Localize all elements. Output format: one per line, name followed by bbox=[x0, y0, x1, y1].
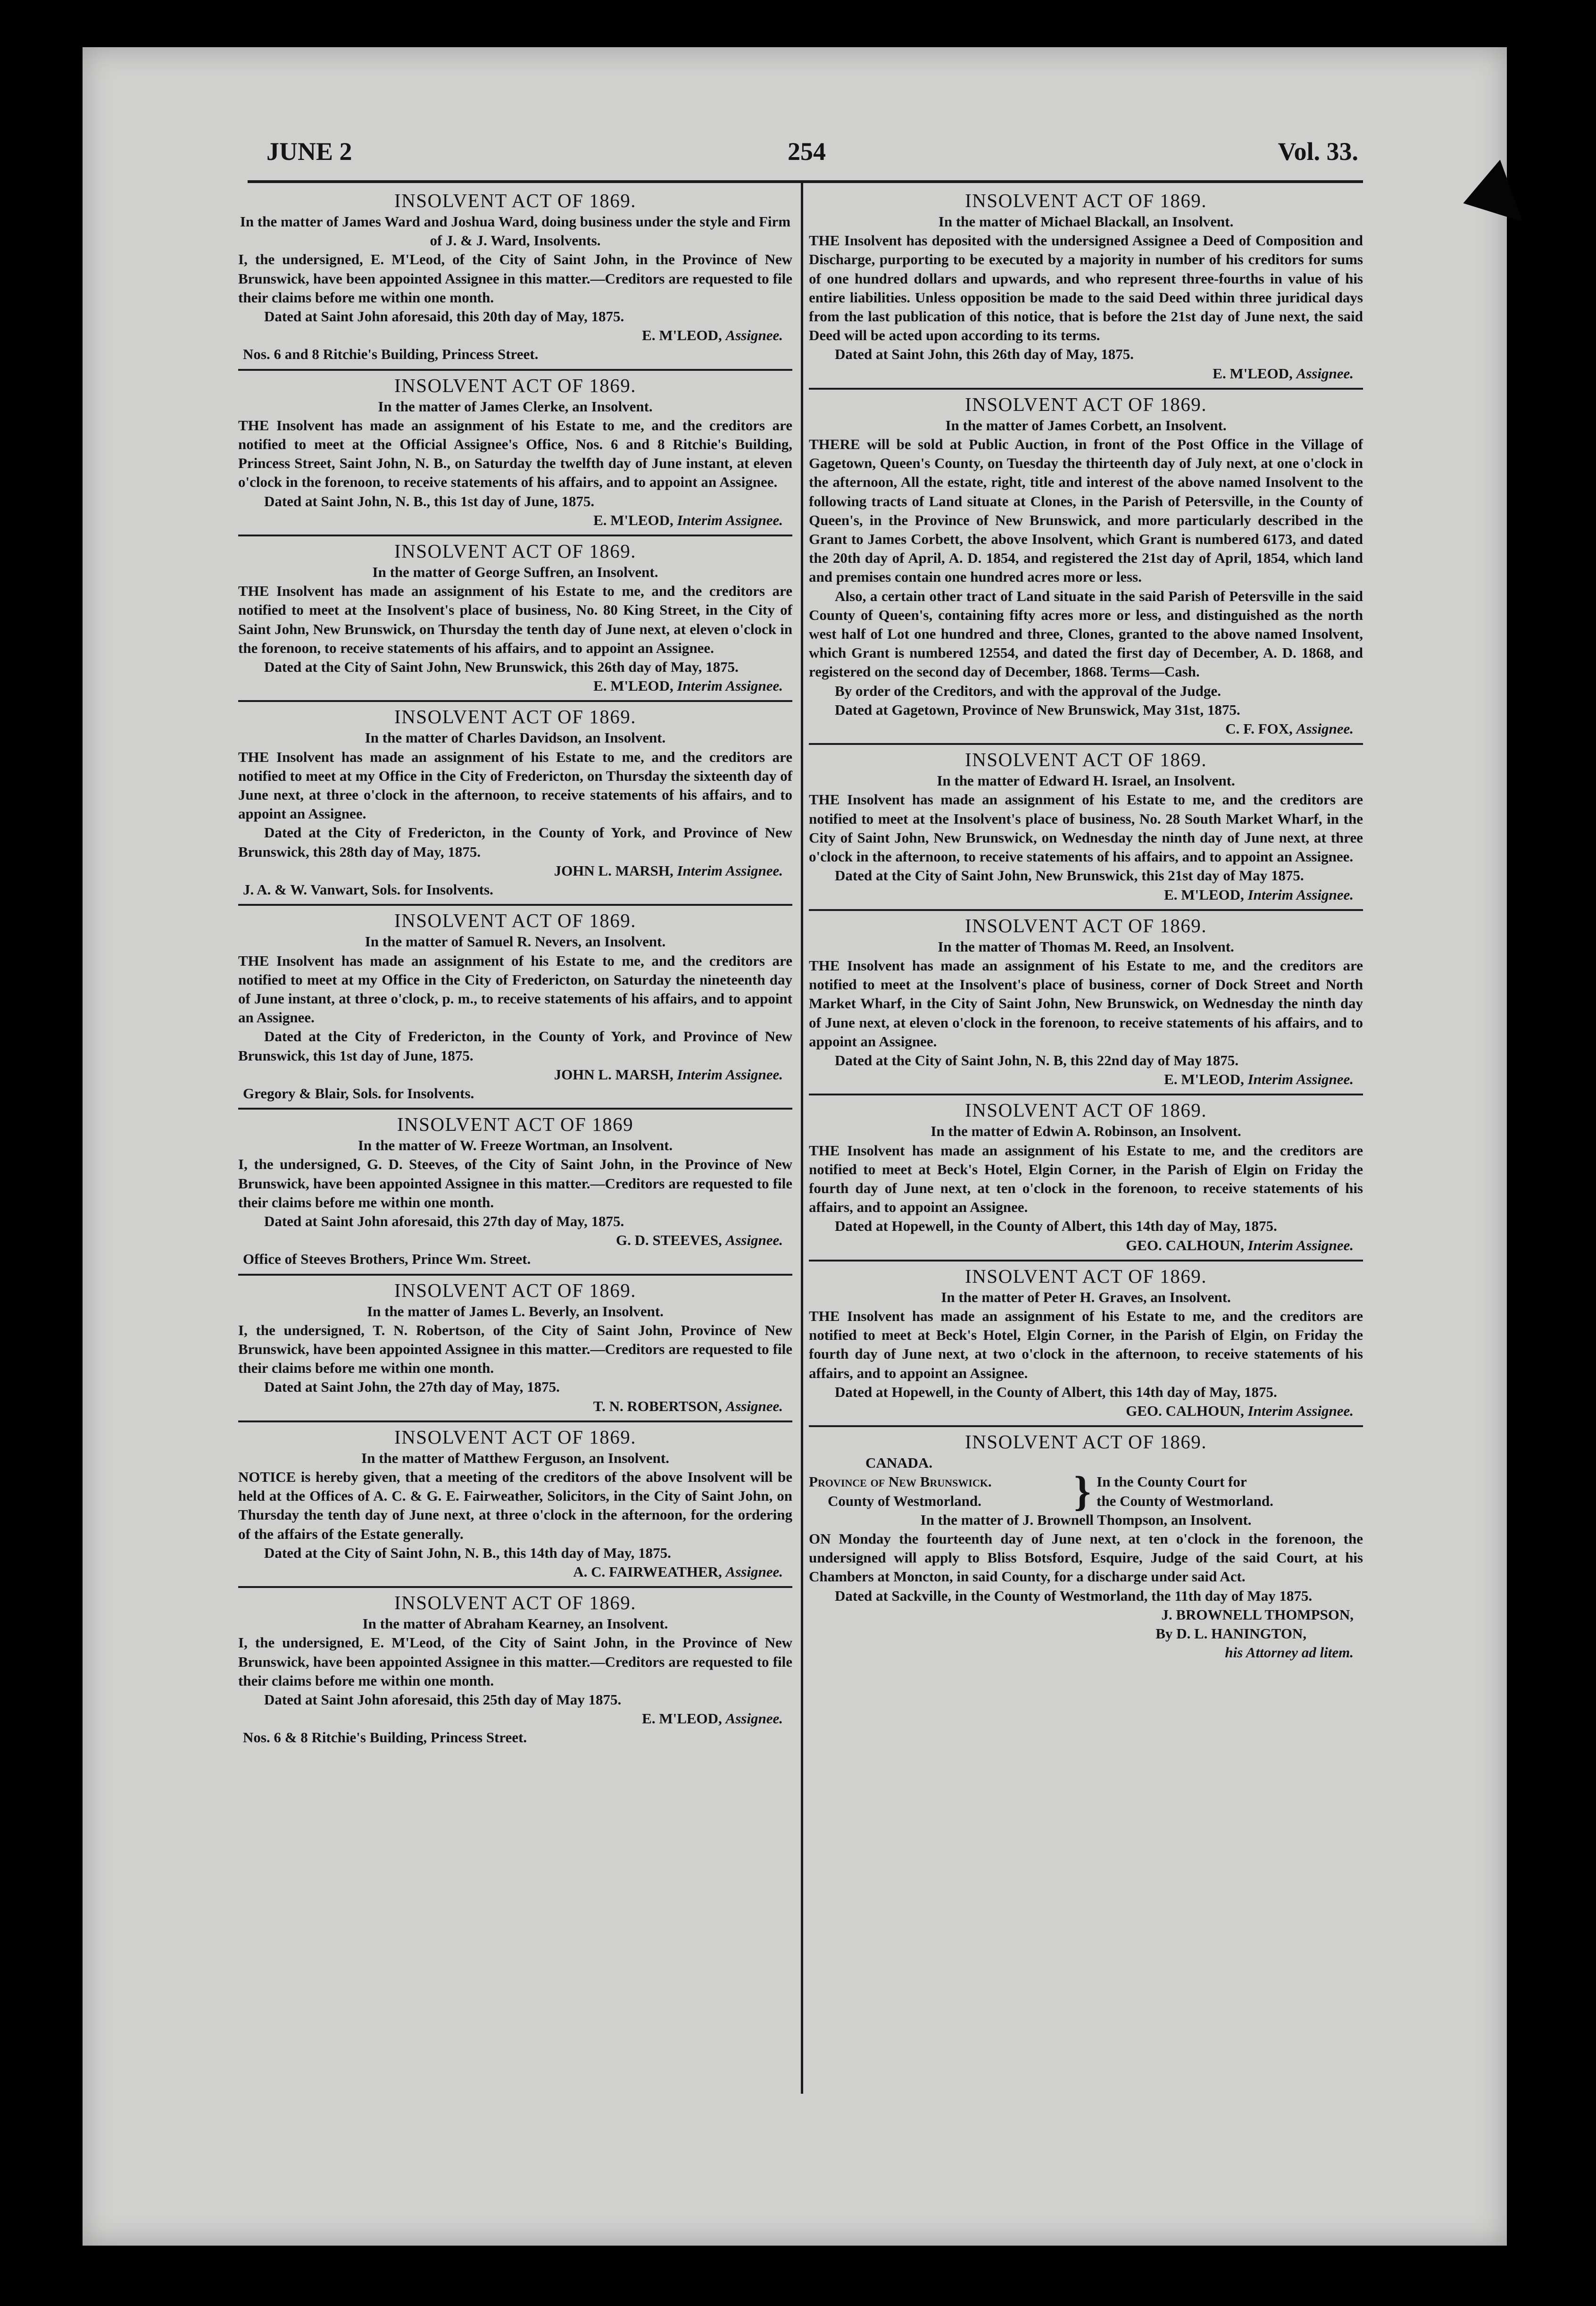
notice-dated: Dated at the City of Fredericton, in the County of York, and Province of New Brunswick, this 28th day of May, 1875. bbox=[238, 824, 792, 860]
notice-rule bbox=[238, 369, 792, 371]
notice-body: I, the undersigned, E. M'Leod, of the City of Saint John, in the Province of New Brunswick, have been appointed Assignee in this matter.—Creditors are requested to file their claims before me within one month. bbox=[238, 1634, 792, 1689]
notice-title: INSOLVENT ACT OF 1869. bbox=[394, 910, 636, 932]
notice-title: INSOLVENT ACT OF 1869. bbox=[394, 540, 636, 562]
notice-matter: In the matter of Peter H. Graves, an Insolvent. bbox=[941, 1288, 1231, 1305]
notice-dated: Dated at Sackville, in the County of Westmorland, the 11th day of May 1875. bbox=[835, 1587, 1313, 1604]
brace-glyph: } bbox=[1074, 1468, 1091, 1515]
notice-dated: Dated at the City of Saint John, N. B, this 22nd day of May 1875. bbox=[835, 1052, 1239, 1069]
notice-body: THE Insolvent has made an assignment of his Estate to me, and the creditors are notified to meet at my Office in the City of Fredericton, on Thursday the sixteenth day of June next, at three o'clock in the afternoon, to receive statements of his affairs, and to appoint an Assignee. bbox=[238, 748, 792, 822]
notice-reed bbox=[809, 914, 1363, 1096]
notice-signature: JOHN L. MARSH, Interim Assignee. bbox=[554, 1066, 783, 1083]
notice-matter: In the matter of Charles Davidson, an Insolvent. bbox=[365, 729, 666, 746]
signature-line-1: J. BROWNELL THOMPSON, bbox=[1161, 1606, 1354, 1623]
notice-dated: Dated at Saint John aforesaid, this 25th day of May 1875. bbox=[264, 1691, 622, 1708]
notice-body: THERE will be sold at Public Auction, in front of the Post Office in the Village of Gagetown, Queen's County, on Tuesday the thirteenth day of July next, at one o'clock in the afternoon, All the estate, right, title and interest of the above named Insolvent to the following tracts of Land situate at Clones, in the Parish of Petersville, in the County of Queen's, in the Province of New Brunswick, and more particularly described in the Grant to James Corbett, the above Insolvent, which Grant is numbered 6173, and dated the 20th day of April, A. D. 1854, and registered the 21st day of April, 1854, which land and premises contain one hundred acres more or less. bbox=[809, 436, 1363, 585]
notice-body: THE Insolvent has made an assignment of his Estate to me, and the creditors are notified to meet at the Official Assignee's Office, Nos. 6 and 8 Ritchie's Building, Princess Street, Saint John, N. B., on Saturday the twelfth day of June instant, at eleven o'clock in the forenoon, to receive statements of his affairs, and to appoint an Assignee. bbox=[238, 417, 792, 491]
notice-rule bbox=[238, 700, 792, 702]
notice-signature: T. N. ROBERTSON, Assignee. bbox=[593, 1397, 783, 1414]
notice-dated: Dated at the City of Saint John, New Brunswick, this 26th day of May, 1875. bbox=[264, 659, 739, 676]
notice-title: INSOLVENT ACT OF 1869. bbox=[965, 1431, 1207, 1453]
notice-dated: Dated at Saint John, this 26th day of May, 1875. bbox=[835, 346, 1134, 363]
notice-rule bbox=[809, 1094, 1363, 1095]
notice-signature: E. M'LEOD, Interim Assignee. bbox=[593, 511, 783, 528]
notice-nevers bbox=[238, 909, 792, 1110]
court-line-2: the County of Westmorland. bbox=[1097, 1492, 1273, 1509]
notice-matter: In the matter of Matthew Ferguson, an Insolvent. bbox=[361, 1449, 669, 1466]
notice-matter: In the matter of James Clerke, an Insolvent. bbox=[378, 398, 653, 415]
court-name bbox=[1092, 1472, 1363, 1510]
notice-suffren bbox=[238, 539, 792, 702]
notice-rule bbox=[238, 1586, 792, 1588]
notice-title: INSOLVENT ACT OF 1869. bbox=[394, 1592, 636, 1614]
notice-dated: Dated at Hopewell, in the County of Albert, this 14th day of May, 1875. bbox=[835, 1218, 1277, 1235]
notice-signature: GEO. CALHOUN, Interim Assignee. bbox=[1126, 1402, 1354, 1419]
notice-matter: In the matter of James Ward and Joshua Ward, doing business under the style and Firm of J. & J. Ward, Insolvents. bbox=[240, 213, 791, 249]
page-header bbox=[262, 132, 1363, 170]
notice-matter: In the matter of W. Freeze Wortman, an Insolvent. bbox=[357, 1137, 673, 1154]
notice-ferguson bbox=[238, 1425, 792, 1588]
notice-dated: Dated at Saint John, N. B., this 1st day of June, 1875. bbox=[264, 493, 595, 510]
header-date: JUNE 2 bbox=[266, 137, 352, 166]
notice-matter: In the matter of Edwin A. Robinson, an Insolvent. bbox=[931, 1123, 1241, 1140]
notice-signature: E. M'LEOD, Assignee. bbox=[642, 1710, 783, 1727]
notice-wortman bbox=[238, 1112, 792, 1275]
notice-solicitors: J. A. & W. Vanwart, Sols. for Insolvents. bbox=[243, 881, 493, 898]
notice-signature: E. M'LEOD, Interim Assignee. bbox=[1164, 1071, 1354, 1088]
notice-rule bbox=[238, 1108, 792, 1110]
notice-dated: Dated at Saint John, the 27th day of May, 1875. bbox=[264, 1379, 560, 1395]
notice-body-2: Also, a certain other tract of Land situate in the said Parish of Petersville in the said County of Queen's, containing fifty acres more or less, and distinguished as the north west half of Lot one hundred and three, Clones, granted to the above named Insolvent, which Grant is numbered 12554, and dated the first day of December, A. D. 1868, and registered on the second day of December, 1868. Terms—Cash. bbox=[809, 587, 1363, 680]
page-number: 254 bbox=[788, 137, 826, 166]
notice-clerke bbox=[238, 374, 792, 536]
notice-solicitors: Gregory & Blair, Sols. for Insolvents. bbox=[243, 1085, 474, 1102]
notice-rule bbox=[238, 904, 792, 906]
notice-body: THE Insolvent has made an assignment of his Estate to me, and the creditors are notified to meet at my Office in the City of Fredericton, on Saturday the nineteenth day of June instant, at three o'clock, p. m., to receive statements of his affairs, and to appoint an Assignee. bbox=[238, 952, 792, 1026]
notice-matter: In the matter of Abraham Kearney, an Insolvent. bbox=[362, 1615, 668, 1632]
notice-body: THE Insolvent has made an assignment of his Estate to me, and the creditors are notified to meet at the Insolvent's place of business, No. 80 King Street, in the City of Saint John, New Brunswick, on Thursday the tenth day of June next, at eleven o'clock in the forenoon, to receive statements of his affairs, and to appoint an Assignee. bbox=[238, 583, 792, 656]
notice-title: INSOLVENT ACT OF 1869 bbox=[397, 1113, 634, 1136]
notice-matter: In the matter of J. Brownell Thompson, an Insolvent. bbox=[920, 1511, 1252, 1528]
notice-body: THE Insolvent has made an assignment of his Estate to me, and the creditors are notified to meet at Beck's Hotel, Elgin Corner, in the Parish of Elgin on Friday the fourth day of June next, at ten o'clock in the forenoon, to receive statements of his affairs, and to appoint an Assignee. bbox=[809, 1142, 1363, 1216]
notice-signature: E. M'LEOD, Assignee. bbox=[642, 327, 783, 344]
notice-blackall bbox=[809, 189, 1363, 390]
notice-title: INSOLVENT ACT OF 1869. bbox=[394, 1426, 636, 1448]
notice-office: Office of Steeves Brothers, Prince Wm. Street. bbox=[243, 1251, 531, 1268]
notice-robinson bbox=[809, 1098, 1363, 1261]
notice-beverly bbox=[238, 1278, 792, 1422]
notice-title: INSOLVENT ACT OF 1869. bbox=[965, 1099, 1207, 1121]
canada-label: CANADA. bbox=[865, 1454, 933, 1471]
notice-corbett bbox=[809, 393, 1363, 745]
notice-matter: In the matter of Thomas M. Reed, an Insolvent. bbox=[938, 938, 1234, 955]
notice-kearney bbox=[238, 1591, 792, 1747]
notice-dated: Dated at the City of Fredericton, in the County of York, and Province of New Brunswick, this 1st day of June, 1875. bbox=[238, 1028, 792, 1064]
notice-body: THE Insolvent has deposited with the undersigned Assignee a Deed of Composition and Discharge, purporting to be executed by a majority in number of his creditors for sums of one hundred dollars and upwards, and who represent three-fourths in value of his entire liabilities. Unless opposition be made to the said Deed within three juridical days from the last publication of this notice, that is before the 21st day of June next, the said Deed will be acted upon according to its terms. bbox=[809, 232, 1363, 344]
notice-matter: In the matter of James Corbett, an Insolvent. bbox=[945, 417, 1227, 434]
notice-title: INSOLVENT ACT OF 1869. bbox=[965, 393, 1207, 415]
notice-matter: In the matter of Edward H. Israel, an Insolvent. bbox=[937, 772, 1235, 789]
notice-dated: Dated at the City of Saint John, New Brunswick, this 21st day of May 1875. bbox=[835, 867, 1304, 884]
notice-dated: Dated at Saint John aforesaid, this 27th day of May, 1875. bbox=[264, 1212, 624, 1229]
notice-title: INSOLVENT ACT OF 1869. bbox=[394, 706, 636, 728]
province-label: Province of New Brunswick. bbox=[809, 1473, 992, 1490]
notice-matter: In the matter of Michael Blackall, an Insolvent. bbox=[938, 213, 1234, 230]
notice-body: NOTICE is hereby given, that a meeting of the creditors of the above Insolvent will be held at the Offices of A. C. & G. E. Fairweather, Solicitors, in the City of Saint John, on Thursday the tenth day of June next, at three o'clock in the afternoon, for the ordering of the affairs of the Estate generally. bbox=[238, 1468, 792, 1542]
signature-line-2: By D. L. HANINGTON, bbox=[1155, 1625, 1306, 1642]
notice-matter: In the matter of Samuel R. Nevers, an Insolvent. bbox=[365, 933, 666, 950]
notice-davidson bbox=[238, 705, 792, 906]
notice-body: THE Insolvent has made an assignment of his Estate to me, and the creditors are notified to meet at the Insolvent's place of business, No. 28 South Market Wharf, in the City of Saint John, New Brunswick, on Wednesday the ninth day of June next, at three o'clock in the afternoon, to receive statements of his affairs, and to appoint an Assignee. bbox=[809, 791, 1363, 865]
notice-signature: E. M'LEOD, Assignee. bbox=[1213, 365, 1354, 382]
notice-signature: G. D. STEEVES, Assignee. bbox=[615, 1232, 783, 1249]
notice-body: ON Monday the fourteenth day of June next, at ten o'clock in the forenoon, the undersigned will apply to Bliss Botsford, Esquire, Judge of the said Court, at his Chambers at Moncton, in said County, for a discharge under said Act. bbox=[809, 1530, 1363, 1585]
notice-body: I, the undersigned, G. D. Steeves, of the City of Saint John, in the Province of New Brunswick, have been appointed Assignee in this matter.—Creditors are requested to file their claims before me within one month. bbox=[238, 1156, 792, 1211]
notice-dated: Dated at Gagetown, Province of New Brunswick, May 31st, 1875. bbox=[835, 701, 1240, 718]
notice-rule bbox=[238, 1274, 792, 1276]
notice-body-3: By order of the Creditors, and with the approval of the Judge. bbox=[835, 682, 1221, 699]
notice-dated: Dated at Saint John aforesaid, this 20th day of May, 1875. bbox=[264, 308, 624, 325]
notice-title: INSOLVENT ACT OF 1869. bbox=[965, 749, 1207, 771]
notice-signature: GEO. CALHOUN, Interim Assignee. bbox=[1126, 1237, 1354, 1253]
notice-rule bbox=[238, 535, 792, 536]
notice-dated: Dated at the City of Saint John, N. B., this 14th day of May, 1875. bbox=[264, 1544, 671, 1561]
notice-dated: Dated at Hopewell, in the County of Albert, this 14th day of May, 1875. bbox=[835, 1383, 1277, 1400]
signature-line-3: his Attorney ad litem. bbox=[1225, 1644, 1354, 1661]
notice-ward bbox=[238, 189, 792, 371]
notice-graves bbox=[809, 1264, 1363, 1427]
notice-rule bbox=[809, 743, 1363, 745]
notice-signature: JOHN L. MARSH, Interim Assignee. bbox=[554, 862, 783, 879]
volume-number: Vol. 33. bbox=[1278, 137, 1358, 166]
notice-israel bbox=[809, 748, 1363, 911]
notice-title: INSOLVENT ACT OF 1869. bbox=[965, 914, 1207, 936]
county-label: County of Westmorland. bbox=[828, 1492, 981, 1509]
notice-address: Nos. 6 and 8 Ritchie's Building, Princess Street. bbox=[243, 346, 539, 363]
notice-signature: A. C. FAIRWEATHER, Assignee. bbox=[573, 1563, 783, 1580]
court-line-1: In the County Court for bbox=[1097, 1473, 1247, 1490]
notice-rule bbox=[809, 388, 1363, 390]
notice-title: INSOLVENT ACT OF 1869. bbox=[965, 190, 1207, 211]
notice-body: THE Insolvent has made an assignment of his Estate to me, and the creditors are notified to meet at Beck's Hotel, Elgin Corner, in the Parish of Elgin, on Friday the fourth day of June next, at two o'clock in the afternoon, to receive statements of his affairs, and to appoint an Assignee. bbox=[809, 1307, 1363, 1381]
right-column bbox=[809, 189, 1363, 2076]
left-column bbox=[238, 189, 792, 2076]
notice-address: Nos. 6 & 8 Ritchie's Building, Princess Street. bbox=[243, 1729, 527, 1746]
notice-matter: In the matter of George Suffren, an Insolvent. bbox=[372, 564, 658, 581]
notice-signature: E. M'LEOD, Interim Assignee. bbox=[1164, 886, 1354, 903]
notice-body: I, the undersigned, T. N. Robertson, of the City of Saint John, Province of New Brunswick, have been appointed Assignee in this matter.—Creditors are requested to file their claims before me within one month. bbox=[238, 1321, 792, 1377]
notice-rule bbox=[809, 1260, 1363, 1262]
court-heading bbox=[809, 1468, 1363, 1515]
notice-rule bbox=[809, 1425, 1363, 1427]
notice-title: INSOLVENT ACT OF 1869. bbox=[394, 190, 636, 211]
notice-title: INSOLVENT ACT OF 1869. bbox=[394, 374, 636, 396]
header-rule bbox=[248, 180, 1363, 183]
notice-body: I, the undersigned, E. M'Leod, of the City of Saint John, in the Province of New Brunswick, have been appointed Assignee in this matter.—Creditors are requested to file their claims before me within one month. bbox=[238, 251, 792, 306]
notice-signature: E. M'LEOD, Interim Assignee. bbox=[593, 677, 783, 694]
notice-title: INSOLVENT ACT OF 1869. bbox=[394, 1279, 636, 1301]
notice-matter: In the matter of James L. Beverly, an Insolvent. bbox=[367, 1303, 664, 1320]
notice-body: THE Insolvent has made an assignment of his Estate to me, and the creditors are notified to meet at the Insolvent's place of business, corner of Dock Street and North Market Wharf, in the City of Saint John, New Brunswick, on Wednesday the ninth day of June next, at eleven o'clock in the forenoon, to receive statements of his affairs, and to appoint an Assignee. bbox=[809, 957, 1363, 1050]
notice-title: INSOLVENT ACT OF 1869. bbox=[965, 1265, 1207, 1287]
notice-rule bbox=[809, 909, 1363, 911]
court-jurisdiction bbox=[809, 1472, 1073, 1510]
notice-thompson bbox=[809, 1430, 1363, 1662]
notice-rule bbox=[238, 1420, 792, 1422]
notice-signature: C. F. FOX, Assignee. bbox=[1225, 720, 1354, 737]
column-divider bbox=[801, 183, 803, 2094]
